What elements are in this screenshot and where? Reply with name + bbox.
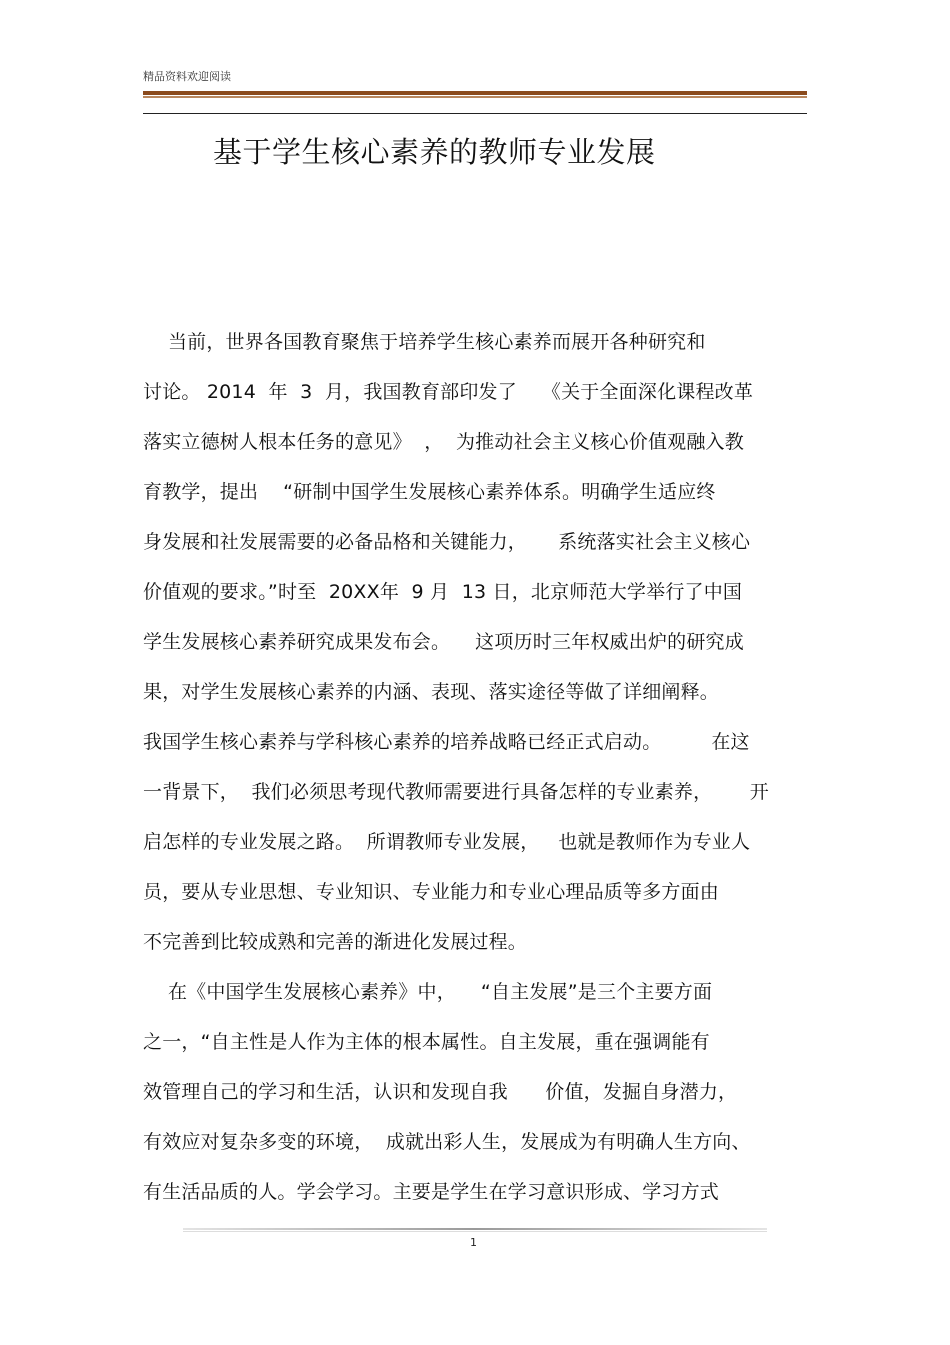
body-line: 之一，“自主性是人作为主体的根本属性。自主发展，重在强调能有 [143,1031,710,1053]
body-line: 启怎样的专业发展之路。 所谓教师专业发展， 也就是教师作为专业人 [143,831,751,853]
body-line: 在《中国学生发展核心素养》中， “自主发展”是三个主要方面 [143,981,713,1003]
body-line: 一背景下， 我们必须思考现代教师需要进行具备怎样的专业素养， 开 [143,781,769,803]
body-line: 员，要从专业思想、专业知识、专业能力和专业心理品质等多方面由 [143,881,720,903]
body-line: 有效应对复杂多变的环境， 成就出彩人生，发展成为有明确人生方向、 [143,1131,751,1153]
header-rule [143,91,807,95]
page-number: 1 [470,1236,477,1249]
footer-rule-shadow [183,1231,767,1232]
body-line: 讨论。 2014 年 3 月，我国教育部印发了 《关于全面深化课程改革 [143,381,754,403]
body-line: 学生发展核心素养研究成果发布会。 这项历时三年权威出炉的研究成 [143,631,744,653]
body-line: 我国学生核心素养与学科核心素养的培养战略已经正式启动。 在这 [143,731,750,753]
footer-rule [183,1228,767,1230]
body-line: 不完善到比较成熟和完善的渐进化发展过程。 [143,931,528,953]
body-line: 果，对学生发展核心素养的内涵、表现、落实途径等做了详细阐释。 [143,681,720,703]
header-rule-thin [143,113,807,114]
document-title: 基于学生核心素养的教师专业发展 [213,135,656,169]
body-line: 身发展和社发展需要的必备品格和关键能力， 系统落实社会主义核心 [143,531,751,553]
body-line: 有生活品质的人。学会学习。主要是学生在学习意识形成、学习方式 [143,1181,720,1203]
body-line: 育教学，提出 “研制中国学生发展核心素养体系。明确学生适应终 [143,481,716,503]
header-text: 精品资料欢迎阅读 [143,70,231,83]
body-line: 价值观的要求。”时至 20XX年 9 月 13 日，北京师范大学举行了中国 [143,581,743,603]
body-line: 落实立德树人根本任务的意见》 ， 为推动社会主义核心价值观融入教 [143,431,744,453]
body-line: 当前，世界各国教育聚焦于培养学生核心素养而展开各种研究和 [143,331,706,353]
body-line: 效管理自己的学习和生活，认识和发现自我 价值，发掘自身潜力， [143,1081,738,1103]
header-rule-accent [143,96,807,98]
